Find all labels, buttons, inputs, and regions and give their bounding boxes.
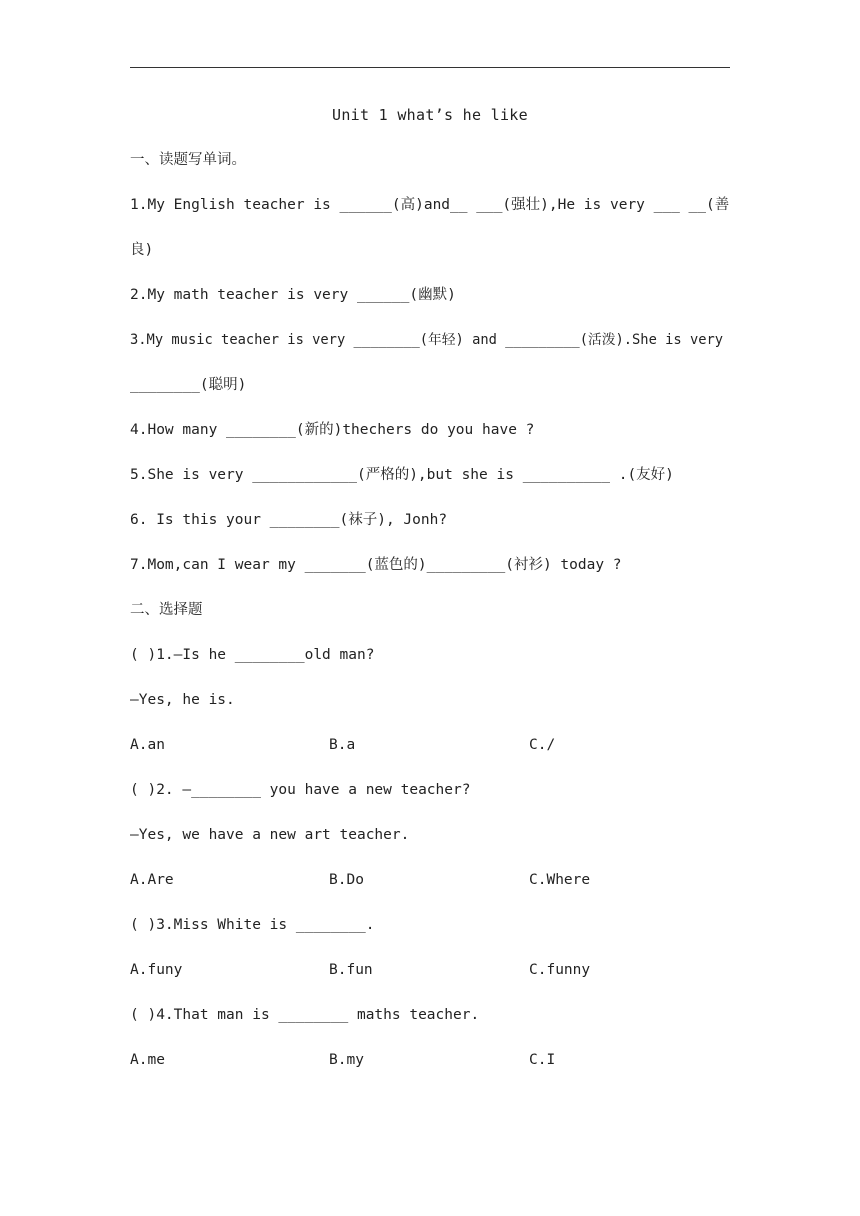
exercise-line-1: 1.My English teacher is ______(高)and__ ___(强壮),He is very ___ __(善: [130, 197, 730, 213]
question-4-option-c: C.I: [529, 1052, 556, 1068]
exercise-line-1-cont: 良): [130, 242, 154, 258]
question-2-option-b: B.Do: [329, 872, 364, 888]
question-4-option-b: B.my: [329, 1052, 364, 1068]
section-heading-fill-in: 一、读题写单词。: [130, 152, 246, 168]
question-1-option-a: A.an: [130, 737, 165, 753]
question-4-stem: ( )4.That man is ________ maths teacher.: [130, 1007, 480, 1023]
exercise-line-5: 5.She is very ____________(严格的),but she is __________ .(友好): [130, 467, 674, 483]
exercise-line-3: 3.My music teacher is very ________(年轻) and _________(活泼).She is very: [130, 332, 724, 348]
question-1-option-c: C./: [529, 737, 556, 753]
question-2-reply: —Yes, we have a new art teacher.: [130, 827, 410, 843]
exercise-line-3-cont: ________(聪明): [130, 377, 247, 393]
question-1-option-b: B.a: [329, 737, 356, 753]
question-3-option-c: C.funny: [529, 962, 591, 978]
question-1-stem: ( )1.—Is he ________old man?: [130, 647, 375, 663]
question-3-option-b: B.fun: [329, 962, 373, 978]
page-title: Unit 1 what’s he like: [332, 106, 528, 124]
question-1-reply: —Yes, he is.: [130, 692, 235, 708]
question-4-option-a: A.me: [130, 1052, 165, 1068]
question-2-option-a: A.Are: [130, 872, 174, 888]
exercise-line-4: 4.How many ________(新的)thechers do you have ?: [130, 422, 535, 438]
question-2-option-c: C.Where: [529, 872, 591, 888]
section-heading-choice: 二、选择题: [130, 602, 203, 618]
question-3-stem: ( )3.Miss White is ________.: [130, 917, 375, 933]
header-rule: [130, 67, 730, 68]
question-3-option-a: A.funy: [130, 962, 183, 978]
exercise-line-2: 2.My math teacher is very ______(幽默): [130, 287, 456, 303]
exercise-line-6: 6. Is this your ________(袜子), Jonh?: [130, 512, 448, 528]
exercise-line-7: 7.Mom,can I wear my _______(蓝色的)_________(衬衫) today ?: [130, 557, 622, 573]
question-2-stem: ( )2. —________ you have a new teacher?: [130, 782, 471, 798]
